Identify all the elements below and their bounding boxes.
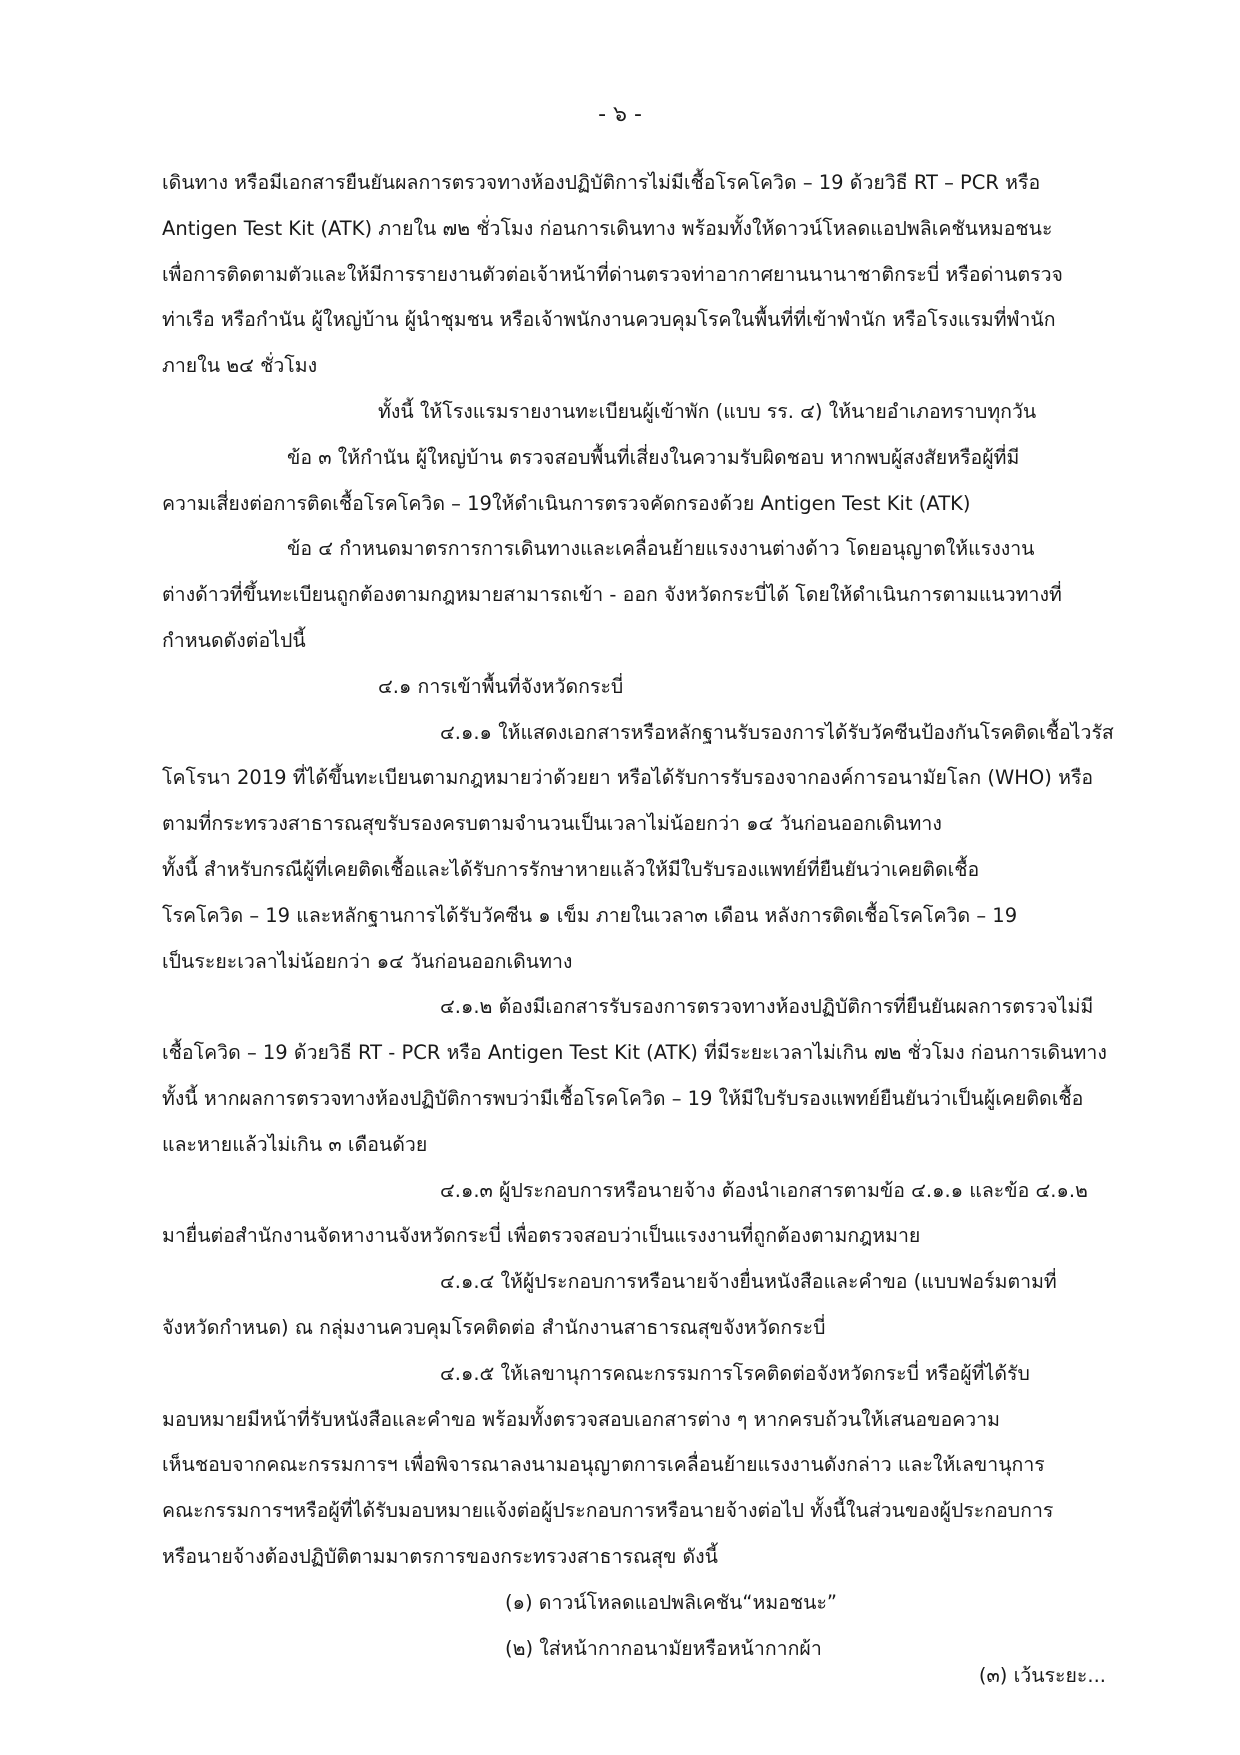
text-line: โรคโควิด – 19 และหลักฐานการได้รับวัคซีน ๑ เข็ม ภายในเวลา๓ เดือน หลังการติดเชื้อโรคโควิด – 19 [162,903,1018,927]
text-line: เห็นชอบจากคณะกรรมการฯ เพื่อพิจารณาลงนามอนุญาตการเคลื่อนย้ายแรงงานดังกล่าว และให้เลขานุการ [162,1453,1045,1477]
document-body [162,160,1128,1671]
text-line: เป็นระยะเวลาไม่น้อยกว่า ๑๔ วันก่อนออกเดินทาง [162,949,573,973]
text-line: คณะกรรมการฯหรือผู้ที่ได้รับมอบหมายแจ้งต่อผู้ประกอบการหรือนายจ้างต่อไป ทั้งนี้ในส่วนของผู้ประกอบการ [162,1499,1054,1523]
text-line: เพื่อการติดตามตัวและให้มีการรายงานตัวต่อเจ้าหน้าที่ด่านตรวจท่าอากาศยานนานาชาติกระบี่ หรือด่านตรวจ [162,262,1063,286]
text-line: ต่างด้าวที่ขึ้นทะเบียนถูกต้องตามกฎหมายสามารถเข้า - ออก จังหวัดกระบี่ได้ โดยให้ดำเนินการตามแนวทางที่ [162,583,1062,607]
text-line: กำหนดดังต่อไปนี้ [162,628,306,652]
text-line: Antigen Test Kit (ATK) ภายใน ๗๒ ชั่วโมง ก่อนการเดินทาง พร้อมทั้งให้ดาวน์โหลดแอปพลิเคชันหมอชนะ [162,216,1053,240]
text-line: ๔.๑.๑ ให้แสดงเอกสารหรือหลักฐานรับรองการได้รับวัคซีนป้องกันโรคติดเชื้อไวรัส [440,720,1114,744]
text-line: ๔.๑.๓ ผู้ประกอบการหรือนายจ้าง ต้องนำเอกสารตามข้อ ๔.๑.๑ และข้อ ๔.๑.๒ [440,1178,1088,1202]
text-line: มอบหมายมีหน้าที่รับหนังสือและคำขอ พร้อมทั้งตรวจสอบเอกสารต่าง ๆ หากครบถ้วนให้เสนอขอความ [162,1407,1000,1431]
text-line: ทั้งนี้ หากผลการตรวจทางห้องปฏิบัติการพบว่ามีเชื้อโรคโควิด – 19 ให้มีใบรับรองแพทย์ยืนยันว่าเป็นผู้เคยติดเชื้อ [162,1086,1084,1110]
text-line: หรือนายจ้างต้องปฏิบัติตามมาตรการของกระทรวงสาธารณสุข ดังนี้ [162,1544,719,1568]
text-line: ข้อ ๓ ให้กำนัน ผู้ใหญ่บ้าน ตรวจสอบพื้นที่เสี่ยงในความรับผิดชอบ หากพบผู้สงสัยหรือผู้ที่มี [287,445,1020,469]
text-line: เชื้อโควิด – 19 ด้วยวิธี RT - PCR หรือ Antigen Test Kit (ATK) ที่มีระยะเวลาไม่เกิน ๗๒ ชั่วโมง ก่อนการเดินทาง [162,1041,1107,1065]
text-line: ความเสี่ยงต่อการติดเชื้อโรคโควิด – 19ให้ดำเนินการตรวจคัดกรองด้วย Antigen Test Kit (ATK) [162,491,971,515]
text-line: ท่าเรือ หรือกำนัน ผู้ใหญ่บ้าน ผู้นำชุมชน หรือเจ้าพนักงานควบคุมโรคในพื้นที่ที่เข้าพำนัก หรือโรงแรมที่พำนัก [162,308,1056,332]
text-line: จังหวัดกำหนด) ณ กลุ่มงานควบคุมโรคติดต่อ สำนักงานสาธารณสุขจังหวัดกระบี่ [162,1315,826,1339]
list-item: (๒) ใส่หน้ากากอนามัยหรือหน้ากากผ้า [505,1636,822,1660]
section-heading: ๔.๑ การเข้าพื้นที่จังหวัดกระบี่ [378,674,624,698]
text-line: ตามที่กระทรวงสาธารณสุขรับรองครบตามจำนวนเป็นเวลาไม่น้อยกว่า ๑๔ วันก่อนออกเดินทาง [162,812,942,836]
text-line: ข้อ ๔ กำหนดมาตรการการเดินทางและเคลื่อนย้ายแรงงานต่างด้าว โดยอนุญาตให้แรงงาน [287,537,1035,561]
list-item: (๑) ดาวน์โหลดแอปพลิเคชัน“หมอชนะ” [505,1590,838,1614]
continuation-marker: (๓) เว้นระยะ... [978,1664,1106,1687]
text-line: มายื่นต่อสำนักงานจัดหางานจังหวัดกระบี่ เพื่อตรวจสอบว่าเป็นแรงงานที่ถูกต้องตามกฎหมาย [162,1224,921,1248]
text-line: โคโรนา 2019 ที่ได้ขึ้นทะเบียนตามกฎหมายว่าด้วยยา หรือได้รับการรับรองจากองค์การอนามัยโลก (WHO) หรือ [162,766,1094,790]
text-line: เดินทาง หรือมีเอกสารยืนยันผลการตรวจทางห้องปฏิบัติการไม่มีเชื้อโรคโควิด – 19 ด้วยวิธี RT – PCR หรือ [162,171,1041,194]
page-number: - ๖ - [598,102,642,127]
text-line: ภายใน ๒๔ ชั่วโมง [162,354,318,378]
text-line: ๔.๑.๒ ต้องมีเอกสารรับรองการตรวจทางห้องปฏิบัติการที่ยืนยันผลการตรวจไม่มี [440,995,1094,1019]
text-line: และหายแล้วไม่เกิน ๓ เดือนด้วย [162,1132,428,1156]
text-line: ทั้งนี้ สำหรับกรณีผู้ที่เคยติดเชื้อและได้รับการรักษาหายแล้วให้มีใบรับรองแพทย์ที่ยืนยันว่าเคยติดเชื้อ [162,857,980,881]
text-line: ๔.๑.๕ ให้เลขานุการคณะกรรมการโรคติดต่อจังหวัดกระบี่ หรือผู้ที่ได้รับ [440,1361,1030,1385]
text-line: ทั้งนี้ ให้โรงแรมรายงานทะเบียนผู้เข้าพัก (แบบ รร. ๔) ให้นายอำเภอทราบทุกวัน [378,399,1037,423]
text-line: ๔.๑.๔ ให้ผู้ประกอบการหรือนายจ้างยื่นหนังสือและคำขอ (แบบฟอร์มตามที่ [440,1270,1057,1294]
